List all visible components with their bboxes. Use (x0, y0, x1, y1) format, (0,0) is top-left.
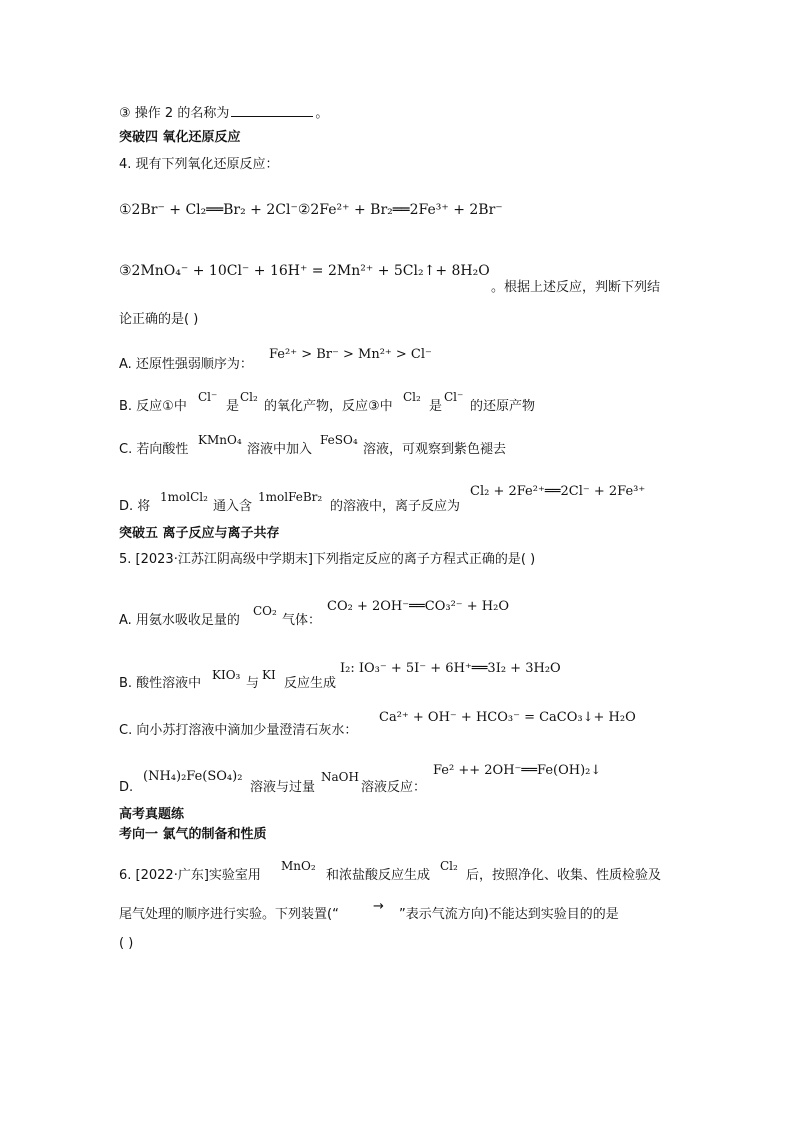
q4-stem: 4. 现有下列氧化还原反应： (119, 157, 279, 172)
q6-math-1: MnO₂ (281, 859, 316, 873)
q5-option-b-math-2: KI (262, 668, 276, 682)
section-heading-gaokao: 高考真题练 (119, 807, 185, 822)
q3-end: 。 (315, 106, 329, 121)
q4-option-d-text-3: 的溶液中，离子反应为 (330, 499, 461, 514)
q6-text-1: 6. [2022·广东]实验室用 (119, 868, 261, 883)
q3-text: 操作 2 的名称为 (130, 106, 230, 121)
q5-stem: 5. [2023·江苏江阴高级中学期末]下列指定反应的离子方程式正确的是( ) (119, 552, 536, 567)
q5-option-d-text-1: D. (119, 780, 134, 795)
q5-option-d-text-2: 溶液与过量 (250, 780, 316, 795)
q4-option-b-math-4: Cl⁻ (444, 390, 464, 404)
q5-option-d-math-1: (NH₄)₂Fe(SO₄)₂ (143, 769, 243, 784)
q5-option-c-text-1: C. 向小苏打溶液中滴加少量澄清石灰水： (119, 723, 358, 738)
q4-option-b-text-3: 的氧化产物，反应③中 (264, 399, 393, 414)
q4-option-b-text-1: B. 反应①中 (119, 399, 187, 414)
q4-option-a-label: A. 还原性强弱顺序为： (119, 357, 253, 372)
q6-math-2: Cl₂ (440, 859, 458, 873)
q4-option-d-math-1: 1molCl₂ (160, 490, 208, 504)
q6-text-2: 和浓盐酸反应生成 (326, 868, 431, 883)
q5-option-b-math-3: I₂: IO₃⁻ + 5I⁻ + 6H⁺══3I₂ + 3H₂O (340, 661, 561, 676)
q3-subitem (119, 104, 328, 123)
section-heading-5: 突破五 离子反应与离子共存 (119, 526, 280, 541)
answer-blank[interactable] (231, 104, 313, 117)
q5-option-a-text-2: 气体： (282, 613, 322, 628)
q4-option-c-math-2: FeSO₄ (320, 433, 358, 447)
q4-option-b-math-3: Cl₂ (403, 390, 421, 404)
q4-option-d-math-2: 1molFeBr₂ (258, 490, 323, 504)
q5-option-d-math-3: Fe² ++ 2OH⁻══Fe(OH)₂↓ (433, 763, 602, 778)
subsection-heading-1: 考向一 氯气的制备和性质 (119, 827, 267, 842)
q4-option-c-text-3: 溶液，可观察到紫色褪去 (363, 442, 507, 457)
q5-option-d-math-2: NaOH (321, 770, 359, 784)
q4-reaction-3: ③2MnO₄⁻ + 10Cl⁻ + 16H⁺ = 2Mn²⁺ + 5Cl₂↑+ 8H₂O (119, 263, 490, 279)
arrow-icon: → (373, 899, 384, 914)
q4-option-b-text-4: 是 (429, 399, 443, 414)
q5-option-a-math-2: CO₂ + 2OH⁻══CO₃²⁻ + H₂O (327, 599, 510, 614)
q5-option-b-text-1: B. 酸性溶液中 (119, 676, 202, 691)
q5-option-d-text-3: 溶液反应： (361, 780, 427, 795)
q5-option-b-text-3: 反应生成 (284, 676, 337, 691)
q6-line3: ( ) (119, 936, 134, 951)
circled-number: ③ (119, 106, 131, 121)
q4-option-b-math-1: Cl⁻ (198, 390, 218, 404)
q5-option-a-text-1: A. 用氨水吸收足量的 (119, 613, 240, 628)
q4-option-c-text-2: 溶液中加入 (247, 442, 313, 457)
q4-option-c-math-1: KMnO₄ (198, 433, 242, 447)
q4-reactions-1-2: ①2Br⁻ + Cl₂══Br₂ + 2Cl⁻②2Fe²⁺ + Br₂══2Fe³⁺ + 2Br⁻ (119, 202, 503, 218)
q6-text-3: 后，按照净化、收集、性质检验及 (466, 868, 662, 883)
q4-option-c-text-1: C. 若向酸性 (119, 442, 189, 457)
q4-option-d-text-2: 通入含 (213, 499, 253, 514)
q4-option-b-text-2: 是 (226, 399, 240, 414)
section-heading-4: 突破四 氧化还原反应 (119, 130, 241, 145)
q4-option-b-text-5: 的还原产物 (470, 399, 536, 414)
q5-option-b-text-2: 与 (246, 676, 260, 691)
q4-stem-end: 论正确的是( ) (119, 312, 199, 327)
q4-option-a-formula: Fe²⁺ > Br⁻ > Mn²⁺ > Cl⁻ (269, 347, 432, 362)
q4-option-b-math-2: Cl₂ (240, 390, 258, 404)
q4-option-d-text-1: D. 将 (119, 499, 151, 514)
q5-option-c-math-1: Ca²⁺ + OH⁻ + HCO₃⁻ = CaCO₃↓+ H₂O (379, 710, 636, 725)
q6-line2-b: ”表示气流方向)不能达到实验目的的是 (399, 907, 619, 922)
q5-option-a-math-1: CO₂ (253, 604, 277, 618)
q5-option-b-math-1: KIO₃ (212, 668, 241, 682)
q6-line2-a: 尾气处理的顺序进行实验。下列装置(“ (119, 907, 339, 922)
q4-stem-cont: 。根据上述反应，判断下列结 (491, 280, 661, 295)
q4-option-d-math-3: Cl₂ + 2Fe²⁺══2Cl⁻ + 2Fe³⁺ (470, 484, 646, 499)
